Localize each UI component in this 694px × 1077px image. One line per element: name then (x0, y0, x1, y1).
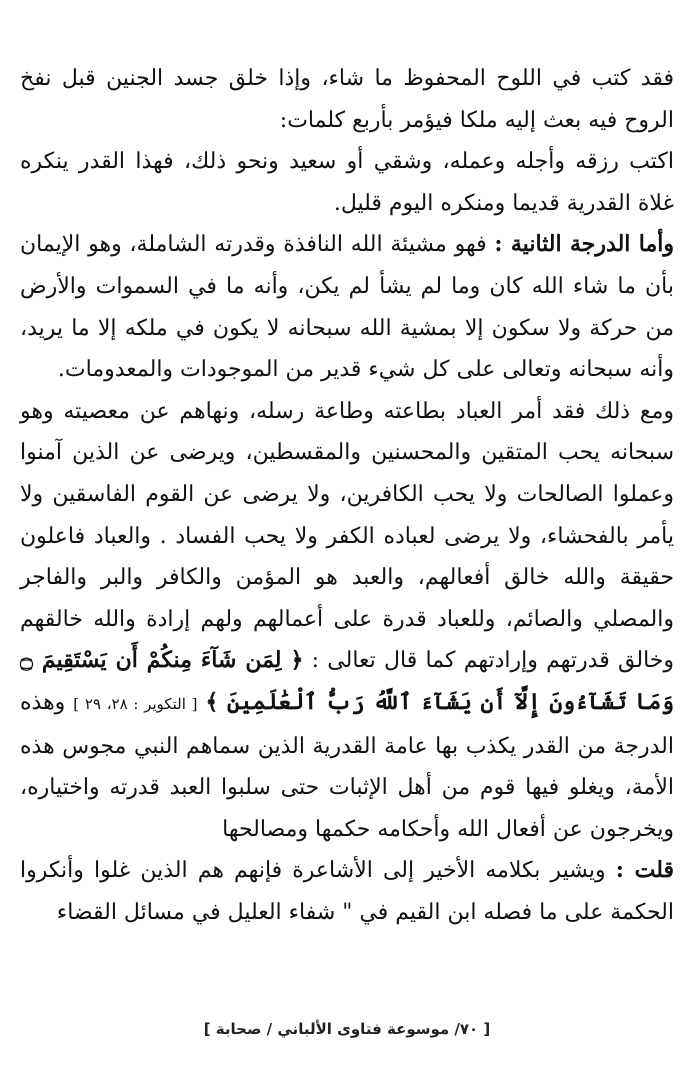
paragraph-3 (20, 224, 674, 390)
paragraph-text: فهو مشيئة الله النافذة وقدرته الشاملة، وهو الإيمان بأن ما شاء الله كان وما لم يشأ لم يكن، وأنه ما في السموات والأرض من حركة ولا سكون إلا بمشية الله سبحانه لا يكون في ملكه إلا ما يريد، وأنه سبحانه وتعالى على كل شيء قدير من الموجودات والمعدومات. (20, 232, 674, 383)
paragraph-1 (20, 58, 674, 141)
paragraph-text: اكتب رزقه وأجله وعمله، وشقي أو سعيد ونحو ذلك، فهذا القدر ينكره غلاة القدرية قديما ومنكره اليوم قليل. (20, 149, 674, 216)
paragraph-text: ومع ذلك فقد أمر العباد بطاعته وطاعة رسله، ونهاهم عن معصيته وهو سبحانه يحب المتقين والمحسنين والمقسطين، ويرضى عن الذين آمنوا وعملوا الصالحات ولا يحب الكافرين، ولا يرضى عن القوم الفاسقين ولا يأمر بالفحشاء، ولا يرضى لعباده الكفر ولا يحب الفساد . والعباد فاعلون حقيقة والله خالق أفعالهم، والعبد هو المؤمن والكافر والبر والفاجر والمصلي والصائم، وللعباد قدرة على أعمالهم ولهم إرادة والله خالقهم وخالق قدرتهم وإرادتهم كما قال تعالى : (20, 398, 674, 674)
paragraph-tail: وهذه الدرجة من القدر يكذب بها عامة القدرية الذين سماهم النبي مجوس هذه الأمة، ويغلو فيها قوم من أهل الإثبات حتى سلبوا العبد قدرته واختياره، ويخرجون عن أفعال الله وأحكامه حكمها ومصالحها (20, 689, 674, 842)
paragraph-text: ويشير بكلامه الأخير إلى الأشاعرة فإنهم هم الذين غلوا وأنكروا الحكمة على ما فصله ابن القيم في " شفاء العليل في مسائل القضاء (20, 858, 674, 925)
paragraph-lead: قلت : (615, 857, 674, 884)
paragraph-text: فقد كتب في اللوح المحفوظ ما شاء، وإذا خلق جسد الجنين قبل نفخ الروح فيه بعث إليه ملكا فيؤمر بأربع كلمات: (20, 66, 674, 133)
paragraph-lead: وأما الدرجة الثانية : (494, 231, 675, 258)
paragraph-5 (20, 850, 674, 933)
body-text (20, 58, 674, 933)
verse-reference: [ التكوير : ٢٨، ٢٩ ] (73, 694, 198, 713)
paragraph-2 (20, 141, 674, 224)
page-footer: [ ٧٠/ موسوعة فتاوى الألباني / صحابة ] (203, 1020, 491, 1038)
quran-verse: ﴿ لِمَن شَآءَ مِنكُمْ أَن يَسْتَقِيمَ ۝ وَمَا تَشَآءُونَ إِلَّآ أَن يَشَآءَ ٱللَّهُ رَبُّ ٱلْعَٰلَمِينَ ﴾ (20, 647, 674, 715)
paragraph-4 (20, 391, 674, 851)
